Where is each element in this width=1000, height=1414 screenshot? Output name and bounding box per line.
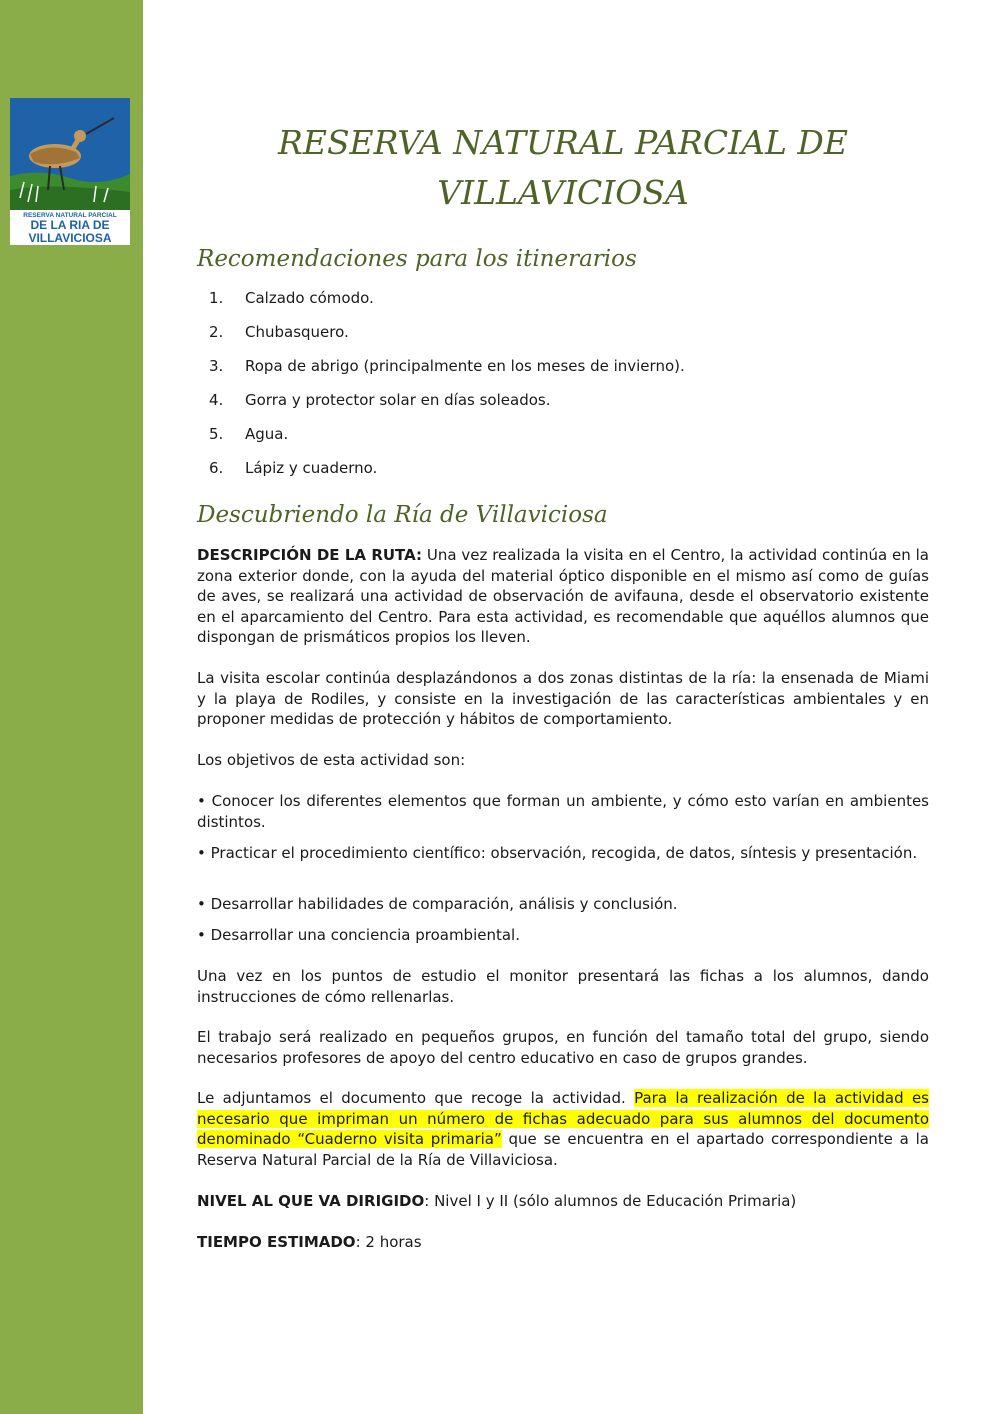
route-description <box>197 545 929 648</box>
logo-text-line3: VILLAVICIOSA <box>28 231 112 245</box>
objectives-intro: Los objetivos de esta actividad son: <box>197 751 466 769</box>
list-item-text: Agua. <box>245 425 289 443</box>
reserve-logo <box>10 98 130 245</box>
logo-text-line1: RESERVA NATURAL PARCIAL <box>23 212 117 219</box>
level-line <box>197 1191 929 1212</box>
list-item <box>197 458 929 492</box>
page-title-line2: VILLAVICIOSA <box>437 173 689 212</box>
monitor-paragraph: Una vez en los puntos de estudio el monitor presentará las fichas a los alumnos, dando instrucciones de cómo rellenarlas. <box>197 967 929 1006</box>
recommendations-list <box>197 288 929 492</box>
list-item <box>197 322 929 356</box>
time-text: : 2 horas <box>355 1233 422 1251</box>
objective-item: • Conocer los diferentes elementos que forman un ambiente, y cómo esto varían en ambientes distintos. <box>197 792 929 831</box>
list-item-text: Calzado cómodo. <box>245 289 374 307</box>
attachment-highlight: Para la realización de la actividad es necesario que impriman un número de fichas adecuado para sus alumnos del documento denominado “Cuaderno visita primaria” <box>197 1089 929 1148</box>
list-item-text: Gorra y protector solar en días soleados. <box>245 391 551 409</box>
list-item-number: 2. <box>209 323 224 341</box>
objective-item: • Desarrollar habilidades de comparación, análisis y conclusión. <box>197 895 678 913</box>
list-item <box>197 390 929 424</box>
level-text: : Nivel I y II (sólo alumnos de Educación Primaria) <box>424 1192 797 1210</box>
list-item-number: 4. <box>209 391 224 409</box>
level-label: NIVEL AL QUE VA DIRIGIDO <box>197 1192 425 1210</box>
route-description-label: DESCRIPCIÓN DE LA RUTA: <box>197 546 422 564</box>
page-title-line1: RESERVA NATURAL PARCIAL DE <box>278 123 848 162</box>
time-line <box>197 1232 929 1253</box>
list-item-number: 1. <box>209 289 224 307</box>
recommendations-heading: Recomendaciones para los itinerarios <box>197 246 637 272</box>
objective-item: • Practicar el procedimiento científico: observación, recogida, de datos, síntesis y presentación. <box>197 844 918 862</box>
list-item-text: Chubasquero. <box>245 323 349 341</box>
groups-paragraph: El trabajo será realizado en pequeños grupos, en función del tamaño total del grupo, siendo necesarios profesores de apoyo del centro educativo en caso de grupos grandes. <box>197 1028 929 1067</box>
list-item <box>197 288 929 322</box>
list-item-number: 3. <box>209 357 224 375</box>
list-item-number: 5. <box>209 425 224 443</box>
objective-item: • Desarrollar una conciencia proambiental. <box>197 926 520 944</box>
list-item-text: Lápiz y cuaderno. <box>245 459 378 477</box>
attachment-text-end: que se encuentra en el apartado correspondiente a la Reserva Natural Parcial de la Ría de Villaviciosa. <box>197 1130 929 1169</box>
logo-text-line2: DE LA RIA DE <box>30 218 110 232</box>
attachment-text-start: Le adjuntamos el documento que recoge la actividad. <box>197 1089 635 1107</box>
list-item <box>197 424 929 458</box>
page-title <box>197 118 929 218</box>
route-paragraph-zones: La visita escolar continúa desplazándonos a dos zonas distintas de la ría: la ensenada de Miami y la playa de Rodiles, y consiste en la investigación de las características ambientales y en proponer medidas de protección y hábitos de comportamiento. <box>197 669 929 728</box>
time-label: TIEMPO ESTIMADO <box>197 1233 356 1251</box>
list-item-text: Ropa de abrigo (principalmente en los meses de invierno). <box>245 357 685 375</box>
list-item-number: 6. <box>209 459 224 477</box>
route-description-text: Una vez realizada la visita en el Centro, la actividad continúa en la zona exterior donde, con la ayuda del material óptico disponible en el mismo así como de guías de aves, se realizará una actividad de observación de avifauna, desde el observatorio existente en el aparcamiento del Centro. Para esta actividad, es recomendable que aquéllos alumnos que dispongan de prismáticos propios los lleven. <box>197 546 929 646</box>
route-heading: Descubriendo la Ría de Villaviciosa <box>197 502 608 528</box>
attachment-paragraph <box>197 1088 929 1170</box>
list-item <box>197 356 929 390</box>
